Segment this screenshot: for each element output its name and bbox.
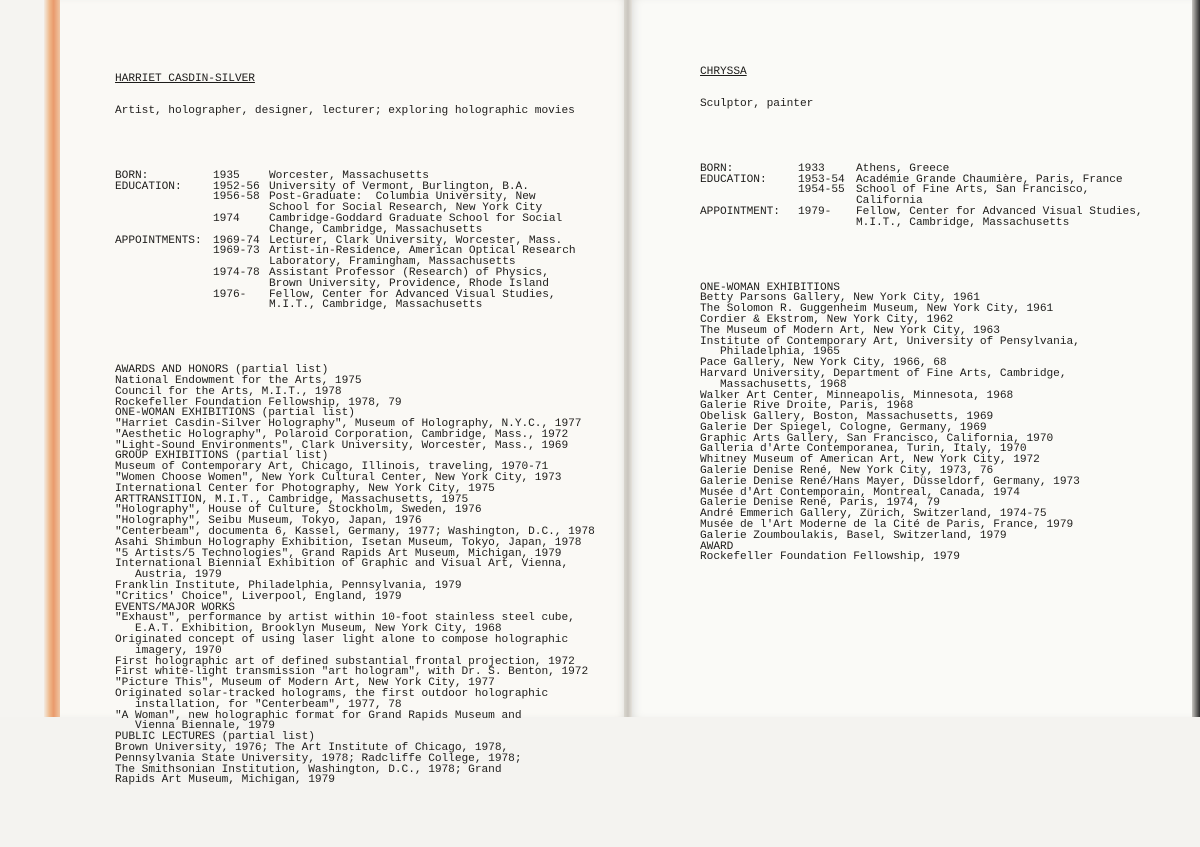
- text-line: Rapids Art Museum, Michigan, 1979: [115, 774, 335, 787]
- text-line: Galleria d'Arte Contemporanea, Turin, Italy, 1970: [700, 443, 1027, 456]
- text-line: AWARDS AND HONORS (partial list): [115, 364, 329, 377]
- artist-name: HARRIET CASDIN-SILVER: [115, 72, 255, 85]
- artist-subtitle: Sculptor, painter: [700, 97, 814, 110]
- text-line: "5 Artists/5 Technologies", Grand Rapids Art Museum, Michigan, 1979: [115, 547, 562, 560]
- text-line: Vienna Biennale, 1979: [115, 720, 275, 733]
- book-gutter: [624, 0, 632, 717]
- bio-year: 1974: [213, 212, 240, 225]
- bio-row: [115, 225, 595, 236]
- text-line: First white-light transmission "art hologram", with Dr. S. Benton, 1972: [115, 666, 589, 679]
- bio-label: EDUCATION:: [115, 180, 182, 193]
- text-line: National Endowment for the Arts, 1975: [115, 374, 362, 387]
- text-line: International Center for Photography, New York City, 1975: [115, 482, 495, 495]
- bio-year: 1969-74: [213, 234, 260, 247]
- bio-label: [700, 185, 798, 196]
- text-line: Musée de l'Art Moderne de la Cité de Paris, France, 1979: [700, 519, 1074, 532]
- bio-year: 1935: [213, 169, 240, 182]
- bio-label: APPOINTMENTS:: [115, 234, 202, 247]
- bio-text: Worcester, Massachusetts: [269, 169, 429, 182]
- text-line: GROUP EXHIBITIONS (partial list): [115, 450, 329, 463]
- left-page-text: [115, 52, 595, 808]
- text-line: Originated concept of using laser light alone to compose holographic: [115, 634, 569, 647]
- bio-label: BORN:: [115, 169, 149, 182]
- text-line: EVENTS/MAJOR WORKS: [115, 601, 235, 614]
- text-line: Austria, 1979: [115, 569, 222, 582]
- bio-year: 1956-58: [213, 191, 260, 204]
- career-list: [115, 365, 595, 786]
- bio-label: EDUCATION:: [700, 173, 767, 186]
- bio-text: Fellow, Center for Advanced Visual Studies,: [269, 288, 556, 301]
- bio-text: School for Social Research, New York City: [269, 202, 543, 215]
- text-line: Pace Gallery, New York City, 1966, 68: [700, 357, 947, 370]
- bio-text: University of Vermont, Burlington, B.A.: [269, 180, 529, 193]
- bio-year: 1952-56: [213, 180, 260, 193]
- bio-label: [115, 214, 213, 225]
- bio-year: [213, 300, 269, 311]
- bio-text: Assistant Professor (Research) of Physics,: [269, 266, 549, 279]
- bio-label: [115, 279, 213, 290]
- text-line: "Holography", House of Culture, Stockholm, Sweden, 1976: [115, 504, 482, 517]
- bio-text: Cambridge-Goddard Graduate School for Social: [269, 212, 563, 225]
- text-line: André Emmerich Gallery, Zürich, Switzerland, 1974-75: [700, 508, 1047, 521]
- artist-name: CHRYSSA: [700, 65, 747, 78]
- text-line: The Smithsonian Institution, Washington, D.C., 1978; Grand: [115, 763, 502, 776]
- bio-year: [213, 279, 269, 290]
- text-line: imagery, 1970: [115, 644, 222, 657]
- bio-label: [115, 192, 213, 203]
- text-line: "A Woman", new holographic format for Grand Rapids Museum and: [115, 709, 522, 722]
- text-line: Franklin Institute, Philadelphia, Pennsylvania, 1979: [115, 580, 462, 593]
- text-line: Rockefeller Foundation Fellowship, 1978, 79: [115, 396, 402, 409]
- bio-label: [115, 257, 213, 268]
- bio-label: [115, 203, 213, 214]
- text-line: Galerie Denise René, New York City, 1973, 76: [700, 465, 994, 478]
- bio-label: APPOINTMENT:: [700, 205, 780, 218]
- bio-row: [700, 218, 1143, 229]
- bio-year: [798, 218, 856, 229]
- text-line: Galerie Denise René/Hans Mayer, Düsseldorf, Germany, 1973: [700, 475, 1080, 488]
- bio-year: 1976-: [213, 288, 247, 301]
- text-line: "Exhaust", performance by artist within 10-foot stainless steel cube,: [115, 612, 575, 625]
- text-line: The Solomon R. Guggenheim Museum, New York City, 1961: [700, 303, 1054, 316]
- bio-row: [115, 300, 595, 311]
- bio-text: Académie Grande Chaumière, Paris, France: [856, 173, 1123, 186]
- bio-table: [700, 164, 1143, 229]
- bio-text: Lecturer, Clark University, Worcester, Mass.: [269, 234, 563, 247]
- bio-text: Change, Cambridge, Massachusetts: [269, 223, 483, 236]
- text-line: "Critics' Choice", Liverpool, England, 1979: [115, 590, 402, 603]
- text-line: Whitney Museum of American Art, New York City, 1972: [700, 454, 1040, 467]
- bio-text: California: [856, 195, 923, 208]
- bio-year: 1933: [798, 162, 825, 175]
- text-line: ONE-WOMAN EXHIBITIONS: [700, 281, 840, 294]
- artist-subtitle: Artist, holographer, designer, lecturer; exploring holographic movies: [115, 104, 575, 117]
- bio-table: [115, 171, 595, 311]
- text-line: Galerie Der Spiegel, Cologne, Germany, 1969: [700, 421, 987, 434]
- bio-year: 1969-73: [213, 245, 260, 258]
- bio-year: 1953-54: [798, 173, 845, 186]
- text-line: Massachusetts, 1968: [700, 378, 847, 391]
- text-line: First holographic art of defined substantial frontal projection, 1972: [115, 655, 575, 668]
- text-line: International Biennial Exhibition of Graphic and Visual Art, Vienna,: [115, 558, 569, 571]
- text-line: Brown University, 1976; The Art Institute of Chicago, 1978,: [115, 742, 509, 754]
- bio-text: Post-Graduate: Columbia University, New: [269, 191, 536, 204]
- text-line: Graphic Arts Gallery, San Francisco, California, 1970: [700, 432, 1054, 445]
- text-line: installation, for "Centerbeam", 1977, 78: [115, 698, 402, 711]
- bio-year: 1979-: [798, 205, 832, 218]
- text-line: Museum of Contemporary Art, Chicago, Illinois, traveling, 1970-71: [115, 461, 549, 474]
- text-line: Cordier & Ekstrom, New York City, 1962: [700, 313, 954, 326]
- text-line: Betty Parsons Gallery, New York City, 1961: [700, 292, 980, 305]
- bio-label: [700, 218, 798, 229]
- text-line: AWARD: [700, 540, 734, 553]
- text-line: ONE-WOMAN EXHIBITIONS (partial list): [115, 407, 355, 420]
- text-line: Council for the Arts, M.I.T., 1978: [115, 385, 342, 398]
- bio-text: Artist-in-Residence, American Optical Research: [269, 245, 576, 258]
- text-line: Rockefeller Foundation Fellowship, 1979: [700, 551, 960, 564]
- bio-year: [213, 225, 269, 236]
- text-line: Originated solar-tracked holograms, the first outdoor holographic: [115, 688, 549, 701]
- bio-row: [115, 171, 595, 182]
- bio-row: [115, 279, 595, 290]
- bio-label: [115, 290, 213, 301]
- text-line: Galerie Zoumboulakis, Basel, Switzerland, 1979: [700, 529, 1007, 542]
- right-edge-shadow: [1192, 0, 1200, 717]
- text-line: Asahi Shimbun Holography Exhibition, Isetan Museum, Tokyo, Japan, 1978: [115, 536, 582, 549]
- bio-year: 1954-55: [798, 184, 845, 197]
- text-line: Pennsylvania State University, 1978; Radcliffe College, 1978;: [115, 752, 522, 765]
- bio-label: [115, 268, 213, 279]
- career-list: [700, 283, 1143, 564]
- text-line: "Picture This", Museum of Modern Art, New York City, 1977: [115, 677, 495, 690]
- text-line: Galerie Denise René, Paris, 1974, 79: [700, 497, 940, 510]
- text-line: "Light-Sound Environments", Clark University, Worcester, Mass., 1969: [115, 439, 569, 452]
- bio-label: [115, 300, 213, 311]
- bio-text: Fellow, Center for Advanced Visual Studies,: [856, 205, 1143, 218]
- right-page-text: [700, 45, 1143, 585]
- bio-label: [115, 225, 213, 236]
- text-line: "Aesthetic Holography", Polaroid Corporation, Cambridge, Mass., 1972: [115, 428, 569, 441]
- text-line: ARTTRANSITION, M.I.T., Cambridge, Massachusetts, 1975: [115, 493, 469, 506]
- text-line: Philadelphia, 1965: [700, 346, 840, 359]
- bio-row: [700, 164, 1143, 175]
- text-line: Galerie Rive Droite, Paris, 1968: [700, 400, 914, 413]
- bio-label: [115, 246, 213, 257]
- text-line: Musée d'Art Contemporain, Montreal, Canada, 1974: [700, 486, 1020, 499]
- bio-text: Athens, Greece: [856, 162, 950, 175]
- text-line: "Women Choose Women", New York Cultural Center, New York City, 1973: [115, 472, 562, 485]
- text-line: The Museum of Modern Art, New York City, 1963: [700, 324, 1000, 337]
- text-line: PUBLIC LECTURES (partial list): [115, 731, 315, 744]
- bio-text: M.I.T., Cambridge, Massachusetts: [269, 299, 483, 312]
- bio-text: Brown University, Providence, Rhode Island: [269, 277, 549, 290]
- text-line: "Harriet Casdin-Silver Holography", Museum of Holography, N.Y.C., 1977: [115, 418, 582, 431]
- text-line: Walker Art Center, Minneapolis, Minnesota, 1968: [700, 389, 1014, 402]
- text-line: Harvard University, Department of Fine Arts, Cambridge,: [700, 367, 1067, 380]
- bio-text: M.I.T., Cambridge, Massachusetts: [856, 216, 1070, 229]
- bio-text: School of Fine Arts, San Francisco,: [856, 184, 1090, 197]
- text-line: Institute of Contemporary Art, University of Pensylvania,: [700, 335, 1080, 348]
- text-line: Obelisk Gallery, Boston, Massachusetts, 1969: [700, 411, 994, 424]
- text-line: E.A.T. Exhibition, Brooklyn Museum, New York City, 1968: [115, 623, 502, 636]
- bio-year: 1974-78: [213, 266, 260, 279]
- bio-text: Laboratory, Framingham, Massachusetts: [269, 256, 516, 269]
- page-edge: [44, 0, 60, 717]
- bio-label: BORN:: [700, 162, 734, 175]
- text-line: "Holography", Seibu Museum, Tokyo, Japan, 1976: [115, 515, 422, 528]
- text-line: "Centerbeam", documenta 6, Kassel, Germany, 1977; Washington, D.C., 1978: [115, 526, 595, 539]
